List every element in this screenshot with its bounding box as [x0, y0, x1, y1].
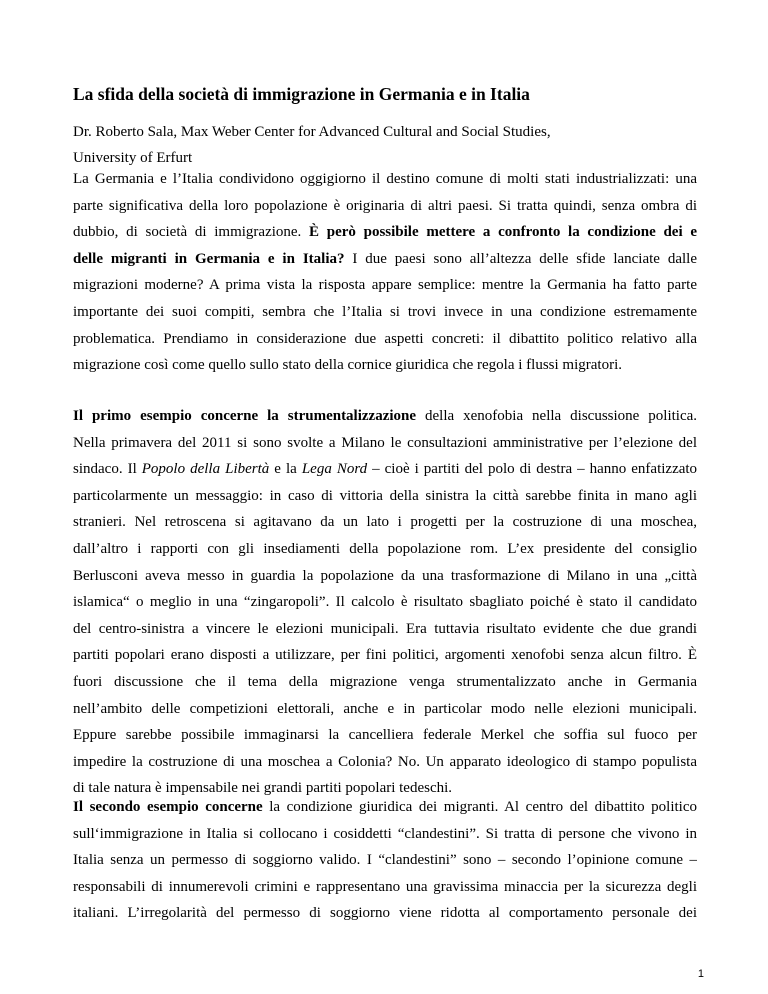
text-line: islamica“ o meglio in una “zingaropoli”. Il calcolo è risultato sbagliato poiché è stato il candidato — [73, 594, 697, 611]
bold-question: È però possibile mettere a confronto la condizione dei e — [309, 224, 697, 241]
paragraph-intro — [73, 166, 697, 379]
author-block — [73, 119, 551, 171]
page-number: 1 — [697, 968, 704, 980]
author-affiliation-line: Dr. Roberto Sala, Max Weber Center for Advanced Cultural and Social Studies, — [73, 124, 551, 140]
text-line: responsabili di innumerevoli crimini e rappresentano una gravissima minaccia per la sicurezza degli — [73, 878, 697, 895]
text-line: fuori discussione che il tema della migrazione venga strumentalizzato anche in Germania — [73, 673, 697, 690]
text-line: impedire la costruzione di una moschea a Colonia? No. Un apparato ideologico di stampo populista — [73, 753, 697, 770]
text-line: La Germania e l’Italia condividono oggigiorno il destino comune di molti stati industrializzati: una — [73, 171, 697, 187]
text-run: la condizione giuridica dei migranti. Al centro del dibattito politico — [269, 799, 697, 815]
text-run: dubbio, di società di immigrazione. — [73, 224, 302, 241]
text-line: Eppure sarebbe possibile immaginarsi la cancelliera federale Merkel che soffia sul fuoco per — [73, 727, 697, 744]
party-name: Popolo della Libertà — [141, 461, 270, 478]
text-run: e la — [274, 461, 297, 478]
text-line — [73, 794, 697, 821]
text-line: italiani. L’irregolarità del permesso di soggiorno viene ridotta al comportamento personale dei — [73, 905, 697, 922]
text-line: problematica. Prendiamo in considerazione due aspetti concreti: il dibattito politico relativo alla — [73, 330, 697, 347]
text-line: migrazioni moderne? A prima vista la risposta appare semplice: mentre la Germania ha fatto parte — [73, 277, 697, 294]
text-line: parte significativa della loro popolazione è originaria di altri paesi. Si tratta quindi, senza ombra di — [73, 197, 697, 214]
text-line: dall’altro i rapporti con gli insediamenti della popolazione rom. L’ex presidente del consiglio — [73, 540, 697, 557]
text-line: migrazione così come quello sullo stato della cornice giuridica che regola i flussi migratori. — [73, 357, 622, 374]
author-university-line: University of Erfurt — [73, 150, 193, 166]
text-line: importante dei suoi compiti, sembra che l’Italia si trovi invece in una condizione estremamente — [73, 303, 697, 320]
text-line: nell’ambito delle competizioni elettorali, anche e in particolar modo nelle elezioni municipali. — [73, 700, 697, 717]
paragraph-second-example — [73, 794, 697, 927]
bold-lead: Il secondo esempio concerne — [73, 799, 263, 815]
text-line: partiti popolari erano disposti a utilizzare, per fini politici, argomenti xenofobi senza alcun filtro. È — [73, 647, 697, 664]
document-title: La sfida della società di immigrazione in Germania e in Italia — [73, 84, 530, 104]
text-run: I due paesi sono all’altezza delle sfide lanciate dalle — [352, 250, 697, 267]
text-line — [73, 456, 697, 483]
bold-lead: Il primo esempio concerne la strumentalizzazione — [73, 408, 417, 424]
text-line: Nella primavera del 2011 si sono svolte a Milano le consultazioni amministrative per l’elezione del — [73, 434, 697, 451]
text-line: particolarmente un messaggio: in caso di vittoria della sinistra la città sarebbe finita in mano agli — [73, 487, 697, 504]
bold-question: delle migranti in Germania e in Italia? — [73, 250, 345, 267]
text-line — [73, 246, 697, 273]
text-run: della xenofobia nella discussione politica. — [425, 408, 697, 424]
text-line: sull‘immigrazione in Italia si collocano i cosiddetti “clandestini”. Si tratta di persone che vivono in — [73, 825, 697, 842]
party-name: Lega Nord — [301, 461, 368, 478]
paragraph-first-example — [73, 403, 697, 802]
text-line: Italia senza un permesso di soggiorno valido. I “clandestini” sono – secondo l’opinione comune – — [73, 852, 697, 869]
text-run: – cioè i partiti del polo di destra – hanno enfatizzato — [372, 461, 697, 478]
text-line: Berlusconi aveva messo in guardia la popolazione da una trasformazione di Milano in una „città — [73, 567, 697, 584]
text-line: del centro-sinistra a vincere le elezioni municipali. Era tuttavia risultato evidente che due grandi — [73, 620, 697, 637]
text-line — [73, 403, 697, 430]
text-line: di tale natura è impensabile nei grandi partiti popolari tedeschi. — [73, 780, 453, 797]
text-line: stranieri. Nel retroscena si agitavano da un lato i progetti per la costruzione di una moschea, — [73, 514, 697, 531]
text-run: sindaco. Il — [73, 461, 137, 478]
text-line — [73, 219, 697, 246]
